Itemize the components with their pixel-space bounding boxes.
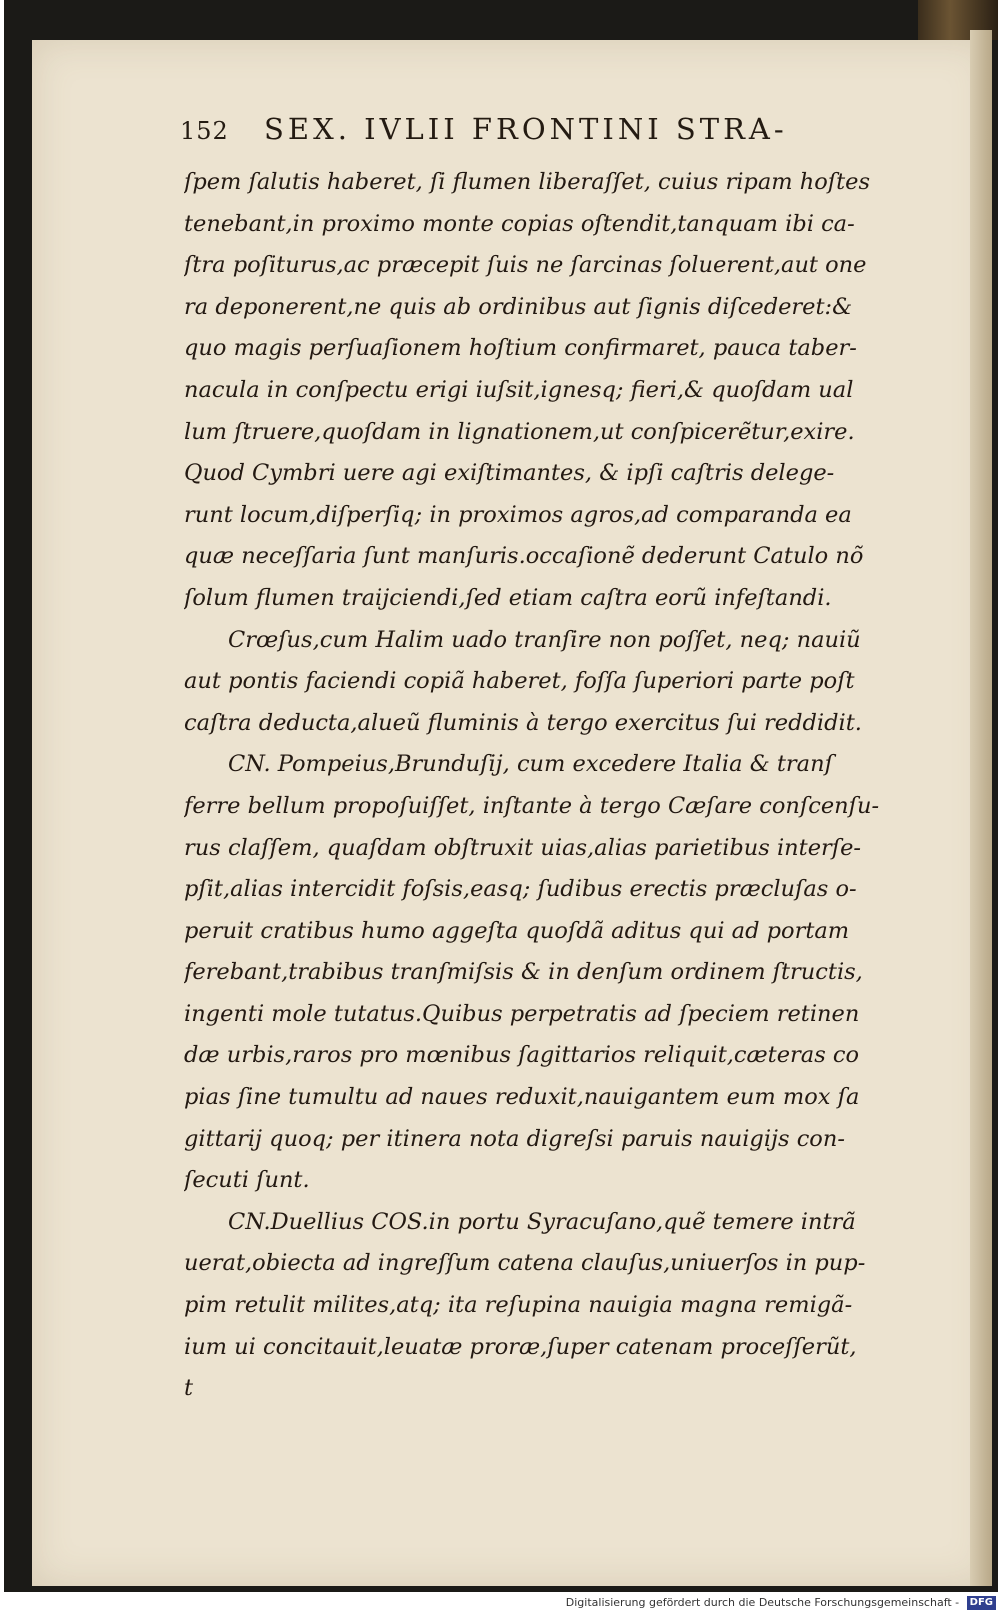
running-header (180, 112, 920, 146)
text-line: gittarij quoq; per itinera nota digreſsi paruis nauigijs con- (184, 1125, 845, 1152)
text-line: CN. Pompeius,Brunduſij, cum excedere Italia & tranſ (228, 751, 833, 778)
catchword: t (184, 1375, 194, 1402)
text-line: ium ui concitauit,leuatæ proræ,ſuper catenam proceſſerũt, (184, 1333, 857, 1360)
text-line: Quod Cymbri uere agi exiſtimantes, & ipſi caſtris delege- (184, 460, 835, 487)
text-line: pias ſine tumultu ad naues reduxit,nauigantem eum mox ſa (184, 1084, 860, 1111)
credit-text: Digitalisierung gefördert durch die Deutsche Forschungsgemeinschaft - (565, 1596, 960, 1609)
text-line: ſtra poſiturus,ac præcepit ſuis ne ſarcinas ſoluerent,aut one (184, 252, 867, 279)
text-line: Crœſus,cum Halim uado tranſire non poſſet, neq; nauiũ (228, 626, 861, 653)
text-line: ſolum flumen traijciendi,ſed etiam caſtra eorũ infeſtandi. (184, 584, 832, 611)
text-line: lum ſtruere,quoſdam in lignationem,ut conſpicerẽtur,exire. (184, 418, 855, 445)
text-line: ingenti mole tutatus.Quibus perpetratis ad ſpeciem retinen (184, 1000, 860, 1027)
text-line: ra deponerent,ne quis ab ordinibus aut ſignis diſcederet:& (184, 293, 853, 320)
text-line: tenebant,in proximo monte copias oſtendit,tanquam ibi ca- (184, 210, 855, 237)
text-line: quo magis perſuaſionem hoſtium confirmaret, pauca taber- (184, 335, 857, 362)
text-line: rus claſſem, quaſdam obſtruxit uias,alias parietibus interſe- (184, 834, 862, 861)
text-line: CN.Duellius COS.in portu Syracuſano,quẽ temere intrã (228, 1208, 856, 1235)
page-fore-edge (970, 30, 992, 1586)
page-number: 152 (180, 117, 229, 145)
digitization-credit (0, 1596, 996, 1610)
text-line: quæ neceſſaria ſunt manſuris.occaſionẽ dederunt Catulo nõ (184, 543, 864, 570)
text-line: caſtra deducta,alueũ fluminis à tergo exercitus ſui reddidit. (184, 709, 862, 736)
text-line: aut pontis faciendi copiã haberet, foſſa ſuperiori parte poſt (184, 668, 855, 695)
text-line: dæ urbis,raros pro mœnibus ſagittarios reliquit,cæteras co (184, 1042, 860, 1069)
text-line: runt locum,diſperſiq; in proximos agros,ad comparanda ea (184, 501, 852, 528)
page-text-block (184, 162, 924, 1410)
text-line: ſpem ſalutis haberet, ſi flumen liberaſſet, cuius ripam hoſtes (184, 169, 871, 195)
text-line: pſit,alias intercidit foſsis,easq; ſudibus erectis præcluſas o- (184, 876, 857, 903)
text-line: pim retulit milites,atq; ita reſupina nauigia magna remigã- (184, 1292, 853, 1319)
text-line: ſecuti ſunt. (184, 1167, 310, 1194)
text-line: ferebant,trabibus tranſmiſsis & in denſum ordinem ſtructis, (184, 959, 863, 986)
text-line: uerat,obiecta ad ingreſſum catena clauſus,uniuerſos in pup- (184, 1250, 866, 1277)
text-line: nacula in conſpectu erigi iuſsit,ignesq; fieri,& quoſdam ual (184, 376, 854, 403)
text-line: peruit cratibus humo aggeſta quoſdã aditus qui ad portam (184, 917, 850, 944)
dfg-logo: DFG (967, 1596, 996, 1610)
running-title: SEX. IVLII FRONTINI STRA- (264, 112, 788, 146)
text-line: ferre bellum propoſuiſſet, inſtante à tergo Cæſare conſcenſu- (184, 792, 880, 819)
